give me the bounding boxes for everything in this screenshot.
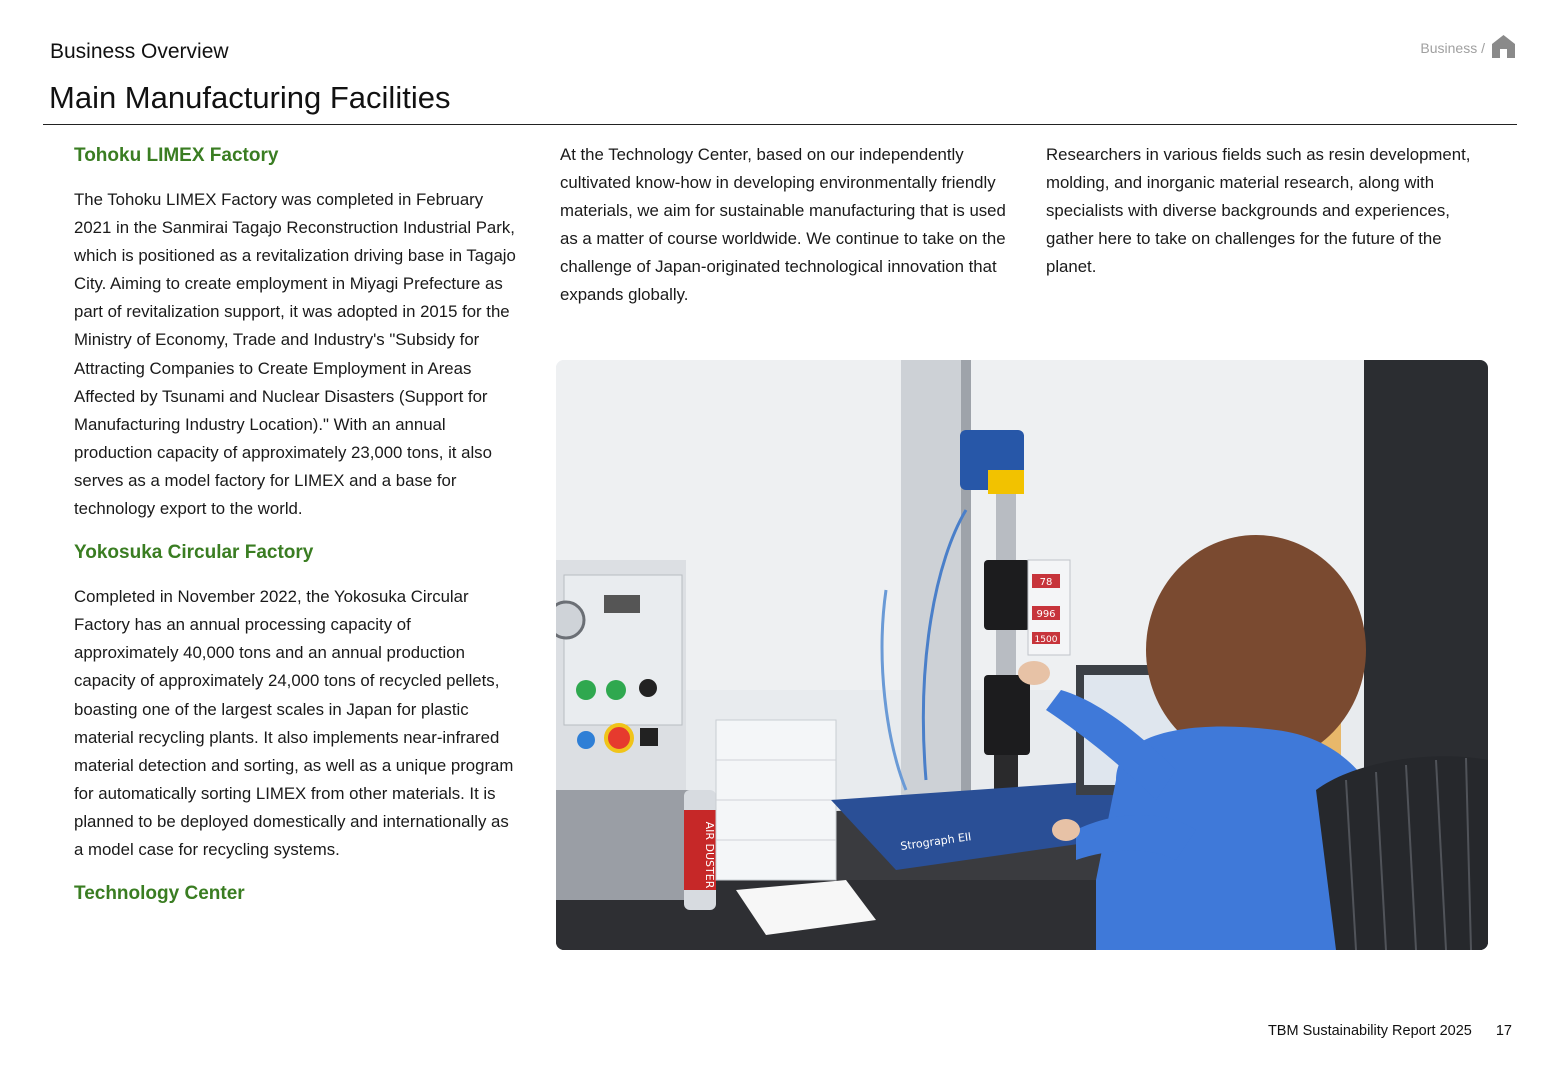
page-title: Main Manufacturing Facilities <box>49 80 451 115</box>
breadcrumb-business-link[interactable]: Business / <box>1420 40 1485 56</box>
middle-column <box>560 141 1010 326</box>
display-value-2: 996 <box>1036 609 1056 620</box>
tohoku-body: The Tohoku LIMEX Factory was completed in February 2021 in the Sanmirai Tagajo Reconstruction Industrial Park, which is positioned as a revitalization driving base in Tagajo City. Aiming to create employment in Miyagi Prefecture as part of revitalization support, it was adopted in 2015 for the Ministry of Economy, Trade and Industry's "Subsidy for Attracting Companies to Create Employment in Areas Affected by Tsunami and Nuclear Disasters (Support for Manufacturing Industry Location)." With an annual production capacity of approximately 23,000 tons, it also serves as a model factory for LIMEX and a base for technology export to the world. <box>74 190 516 519</box>
left-column <box>74 142 519 924</box>
footer <box>1268 1023 1512 1039</box>
yokosuka-body: Completed in November 2022, the Yokosuka Circular Factory has an annual processing capacity of approximately 40,000 tons and an annual production capacity of approximately 24,000 tons of recycled pellets, boasting one of the largest scales in Japan for plastic material recycling plants. It also implements near-infrared material detection and sorting, as well as a unique program for automatically sorting LIMEX from other materials. It is planned to be deployed domestically and internationally as a model case for recycling systems. <box>74 587 514 859</box>
technology-center-heading: Technology Center <box>74 883 245 905</box>
breadcrumb[interactable] <box>1420 34 1516 58</box>
right-column <box>1046 141 1496 297</box>
report-title: TBM Sustainability Report 2025 <box>1267 1023 1472 1039</box>
lab-photo-illustration <box>556 360 1488 950</box>
spray-can-label: AIR DUSTER <box>703 821 716 889</box>
technology-center-body: At the Technology Center, based on our independently cultivated know-how in developing environmentally friendly materials, we aim for sustainable manufacturing that is used as a matter of course worldwide. We continue to take on the challenge of Japan-originated technological innovation that expands globally. <box>560 145 1006 305</box>
yokosuka-heading: Yokosuka Circular Factory <box>74 542 314 564</box>
tester-brand-label: Strograph EII <box>899 830 973 853</box>
researchers-body: Researchers in various fields such as resin development, molding, and inorganic material research, along with specialists with diverse backgrounds and experiences, gather here to take on challenges for the future of the planet. <box>1046 145 1471 277</box>
title-divider <box>43 124 1517 125</box>
lab-photo <box>556 360 1488 950</box>
display-value-3: 1500 <box>1034 635 1058 645</box>
display-value-1: 78 <box>1039 577 1053 588</box>
home-icon[interactable] <box>1491 34 1516 58</box>
page-number: 17 <box>1495 1023 1512 1039</box>
section-label: Business Overview <box>50 40 229 63</box>
tohoku-heading: Tohoku LIMEX Factory <box>74 145 279 166</box>
